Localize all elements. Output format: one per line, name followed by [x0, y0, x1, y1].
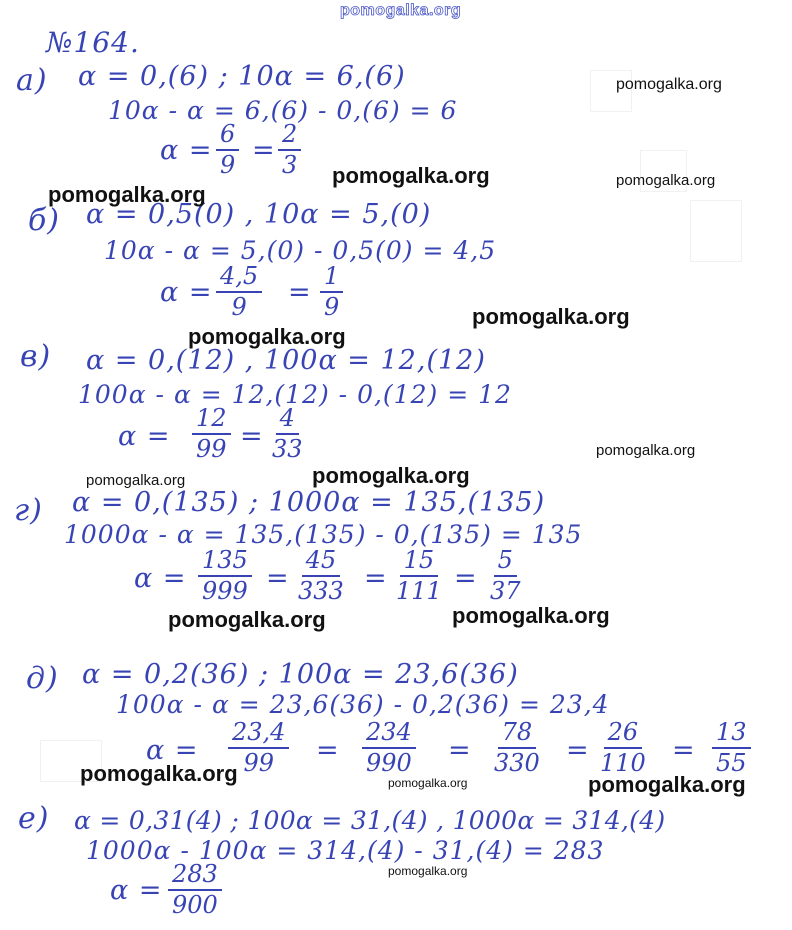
part-d-eq2: = [316, 735, 340, 766]
denominator: 9 [220, 151, 236, 179]
part-g-eq3: = [364, 563, 388, 594]
watermark: pomogalka.org [596, 442, 696, 459]
watermark: pomogalka.org [188, 324, 346, 349]
part-e-eq: α = [110, 875, 163, 906]
part-b-eq: α = [160, 277, 213, 308]
numerator: 78 [498, 720, 537, 749]
numerator: 26 [604, 720, 643, 749]
part-e-label: е) [18, 801, 50, 836]
watermark: pomogalka.org [452, 603, 610, 628]
watermark: pomogalka.org [86, 472, 186, 489]
denominator: 9 [231, 293, 247, 321]
numerator: 15 [400, 548, 439, 577]
denominator: 9 [324, 293, 340, 321]
part-a-label: а) [16, 63, 48, 98]
numerator: 4 [276, 406, 299, 435]
watermark: pomogalka.org [588, 772, 746, 797]
part-d-label: д) [26, 661, 59, 696]
part-a-line1: α = 0,(6) ; 10α = 6,(6) [78, 61, 406, 92]
part-g-fraction-3 [392, 548, 446, 604]
watermark: pomogalka.org [312, 463, 470, 488]
numerator: 283 [168, 862, 222, 891]
part-d-eq5: = [672, 735, 696, 766]
part-d-eq: α = [146, 735, 199, 766]
part-g-fraction-2 [294, 548, 348, 604]
part-e-line1: α = 0,31(4) ; 100α = 31,(4) , 1000α = 314,(4) [74, 806, 666, 835]
numerator: 1 [320, 264, 343, 293]
faint-grid-square [690, 200, 742, 262]
denominator: 333 [298, 577, 344, 605]
part-g-eq2: = [266, 563, 290, 594]
part-d-line1: α = 0,2(36) ; 100α = 23,6(36) [82, 659, 519, 690]
part-g-eq4: = [454, 563, 478, 594]
watermark: pomogalka.org [388, 864, 468, 878]
part-g-label: г) [14, 493, 43, 528]
part-g-fraction-4 [486, 548, 525, 604]
part-b-line1: α = 0,5(0) , 10α = 5,(0) [86, 199, 432, 230]
denominator: 110 [600, 749, 646, 777]
part-a-eq: α = [160, 135, 213, 166]
part-g-eq: α = [134, 563, 187, 594]
part-e-line2: 1000α - 100α = 314,(4) - 31,(4) = 283 [86, 836, 605, 865]
numerator: 135 [198, 548, 252, 577]
watermark: pomogalka.org [472, 304, 630, 329]
part-b-label: б) [28, 203, 61, 238]
part-d-eq3: = [448, 735, 472, 766]
denominator: 3 [282, 151, 298, 179]
watermark: pomogalka.org [48, 182, 206, 207]
numerator: 23,4 [228, 720, 289, 749]
numerator: 4,5 [216, 264, 262, 293]
denominator: 330 [494, 749, 540, 777]
part-b-fraction-1 [216, 264, 262, 320]
part-b-fraction-2 [320, 264, 343, 320]
part-b-eq2: = [288, 277, 312, 308]
numerator: 5 [494, 548, 517, 577]
denominator: 37 [490, 577, 521, 605]
part-v-fraction-1 [192, 406, 231, 462]
problem-number: №164. [46, 26, 140, 59]
denominator: 900 [172, 891, 218, 919]
part-a-fraction-1 [216, 122, 239, 178]
denominator: 99 [196, 435, 227, 463]
part-g-line1: α = 0,(135) ; 1000α = 135,(135) [72, 487, 546, 518]
denominator: 55 [716, 749, 747, 777]
watermark: pomogalka.org [332, 163, 490, 188]
part-d-fraction-4 [596, 720, 650, 776]
numerator: 2 [278, 122, 301, 151]
part-b-line2: 10α - α = 5,(0) - 0,5(0) = 4,5 [104, 236, 497, 265]
part-g-fraction-1 [198, 548, 252, 604]
denominator: 111 [396, 577, 442, 605]
part-g-line2: 1000α - α = 135,(135) - 0,(135) = 135 [64, 520, 583, 549]
part-a-fraction-2 [278, 122, 301, 178]
numerator: 45 [302, 548, 341, 577]
denominator: 999 [202, 577, 248, 605]
denominator: 33 [272, 435, 303, 463]
part-d-fraction-5 [712, 720, 751, 776]
watermark: pomogalka.org [80, 761, 238, 786]
part-v-eq: α = [118, 421, 171, 452]
part-e-fraction-1 [168, 862, 222, 918]
denominator: 990 [366, 749, 412, 777]
part-d-fraction-2 [362, 720, 416, 776]
part-a-line2: 10α - α = 6,(6) - 0,(6) = 6 [108, 96, 458, 125]
part-v-eq2: = [240, 421, 264, 452]
watermark: pomogalka.org [168, 607, 326, 632]
part-a-eq2: = [252, 135, 276, 166]
part-v-line1: α = 0,(12) , 100α = 12,(12) [86, 345, 486, 376]
part-v-label: в) [20, 339, 52, 374]
part-v-fraction-2 [268, 406, 307, 462]
numerator: 12 [192, 406, 231, 435]
part-d-line2: 100α - α = 23,6(36) - 0,2(36) = 23,4 [116, 690, 610, 719]
numerator: 234 [362, 720, 416, 749]
part-d-fraction-3 [490, 720, 544, 776]
part-d-eq4: = [566, 735, 590, 766]
part-v-line2: 100α - α = 12,(12) - 0,(12) = 12 [78, 380, 512, 409]
header-watermark: pomogalka.org [340, 2, 462, 19]
numerator: 6 [216, 122, 239, 151]
numerator: 13 [712, 720, 751, 749]
watermark: pomogalka.org [616, 172, 716, 189]
watermark: pomogalka.org [616, 76, 722, 93]
denominator: 99 [243, 749, 274, 777]
watermark: pomogalka.org [388, 776, 468, 790]
